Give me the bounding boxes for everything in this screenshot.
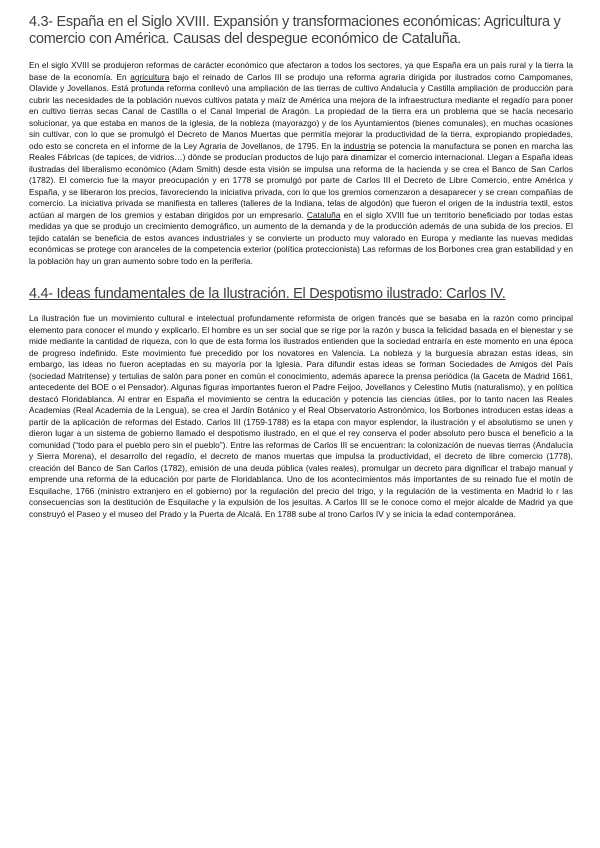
paragraph-text: en el siglo XVIII fue un territorio beneficiado por todas estas medidas ya que se produjo un crecimiento demográfico, un aumento de la demanda y de la producción además de una subida de los precios. El tejido catalán se beneficia de estos avances industriales y se convierte un producto muy valorado en Europa y mediante las nuevas medidas económicas se protege con aranceles de la competencia exterior (política proteccionista) Las reformas de los Borbones crea gran estabilidad y en la población hay un gran aumento sobre todo en la periferia.: [29, 209, 574, 266]
section-heading-4-3: 4.3- España en el Siglo XVIII. Expansión y transformaciones económicas: Agricultura y comercio con América. Causas del despegue económico de Cataluña.: [29, 14, 561, 47]
section-heading-4-4: 4.4- Ideas fundamentales de la Ilustración. El Despotismo ilustrado: Carlos IV.: [29, 286, 506, 302]
paragraph-text: bajo el reinado de Carlos III se produjo una reforma agraria dirigida por ilustrados como Campomanes, Olavide y Jovellanos. Está profunda reforma conllevó una ampliación de las tierras de cultivo Andalucía y Castilla ampliación de producción para cubrir las necesidades de la población nuevos cultivos patata y maíz de América una mejora de la infraestructura mediante el regadío para poner en cultivo tierras secas Canal de Castilla o el Canal Imperial de Aragón. La propiedad de la tierra era un problema que se hacía necesario solucionar, ya que estaba en manos de la iglesia, de la nobleza (mayorazgo) y de los Ayuntamientos (bienes comunales), en muchas ocasiones sin cultivar, con lo que se promulgó el Decreto de Manos Muertas que permitía mejorar la productividad de la tierra, expropiando propiedades, odo esto se concreta en el informe de la Ley Agraria de Jovellanos, de 1795. En la: [29, 71, 574, 151]
section-4-4-paragraph: La ilustración fue un movimiento cultural e intelectual profundamente reformista de origen francés que se basaba en la razón como principal elemento para conocer el mundo y explicarlo. El hombre es un ser social que se rige por la razón y busca la felicidad basada en el bienestar y se mide mediante la cantidad de riqueza, con lo que de esta forma los ilustrados entienden que la sociedad entraría en este momento en una época de progreso indefinido. Este movimiento fue precedido por los novatores en Valencia. La nobleza y la burguesía abrazan estas ideas, sin embargo, las ideas no fueron aceptadas en su mayoría por la Iglesia. Para difundir estas ideas se forman Sociedades de Amigos del País (sociedad Matritense) y tertulias de salón para poner en común el conocimiento, además aparece la prensa periódica (la Gaceta de Madrid 1661, antecedente del BOE o el Pensador). Algunas figuras importantes fueron el Padre Feijoo, Jovellanos y Celestino Mutis (naturalismo), y en política destacó Floridablanca. Al entrar en España el movimiento se centra la educación y potencia las ciencias útiles, por lo tanto nacen las Reales Academias (Real Academia de la Lengua), se crea el Jardín Botánico y el Real Observatorio Astronómico, los Borbones introducen estas ideas a partir de la aplicación de reformas del Estado. Carlos III (1759-1788) es la etapa con mayor esplendor, la ilustración y el absolutismo se unen y dieron lugar a un sistema de gobierno llamado el despotismo ilustrado, en el que el rey conserva el poder absoluto pero busca el beneficio a la comunidad (“todo para el pueblo pero sin el pueblo”). Entre las reformas de Carlos III se encuentran: la colonización de nuevas tierras (Andalucía y Sierra Morena), el desarrollo del regadío, el decreto de manos muertas que impulsa la productividad, el decreto de libre comercio (1778), creación del Banco de San Carlos (1782), emisión de una deuda pública (vales reales), promulgar un decreto para dignificar el trabajo manual y emprende una reforma de la educación por parte de Floridablanca. Uno de los acontecimientos más importantes de su reinado fue el motín de Esquilache, 1766 (ministro extranjero en el gobierno) por la regulación del precio del trigo, y la regulación de la vestimenta en Madrid lo r las consecuencias son la destitución de Esquilache y la expulsión de los jesuitas. A Carlos III se le conoce como el mejor alcalde de Madrid ya que construyó el Paseo y el museo del Prado y la Puerta de Alcalá. En 1788 sube al trono Carlos IV y se inicia la edad contemporánea.: [29, 313, 573, 519]
industria-link[interactable]: industria: [343, 140, 376, 151]
paragraph-text: En el siglo XVIII se produjeron reformas de carácter económico que afectaron a todos los sectores, ya que España era un país rural y la tierra la base de la economía. En: [29, 60, 573, 82]
section-4-3-paragraph: [29, 60, 573, 267]
cataluna-link[interactable]: Cataluña: [306, 209, 341, 220]
paragraph-text: se potencia la manufactura se ponen en marcha las Reales Fábricas (de tapices, de vidrios…) dónde se producían productos de lujo para dinamizar el comercio internacional. Llegan a España ideas ilustradas del liberalismo económico (Adam Smith) desde esta visión se impulsa una reforma de la hacienda y se crea el Banco de San Carlos (1782). El comercio fue la mayor preocupación y en 1778 se promulgó por parte de Carlos III el Decreto de Libre Comercio, entre América y España, y se liberaron los precios, favoreciendo la iniciativa privada, con lo que los gremios comenzaron a desaparecer y se crean compañías de comercio. La iniciativa privada se manifiesta en talleres (talleres de la Indiana, telas de algodón) que fueron el origen de la industria textil, estos actúan al margen de los gremios y estaban dirigidos por un empresario.: [29, 140, 573, 220]
agricultura-link[interactable]: agricultura: [130, 71, 170, 82]
